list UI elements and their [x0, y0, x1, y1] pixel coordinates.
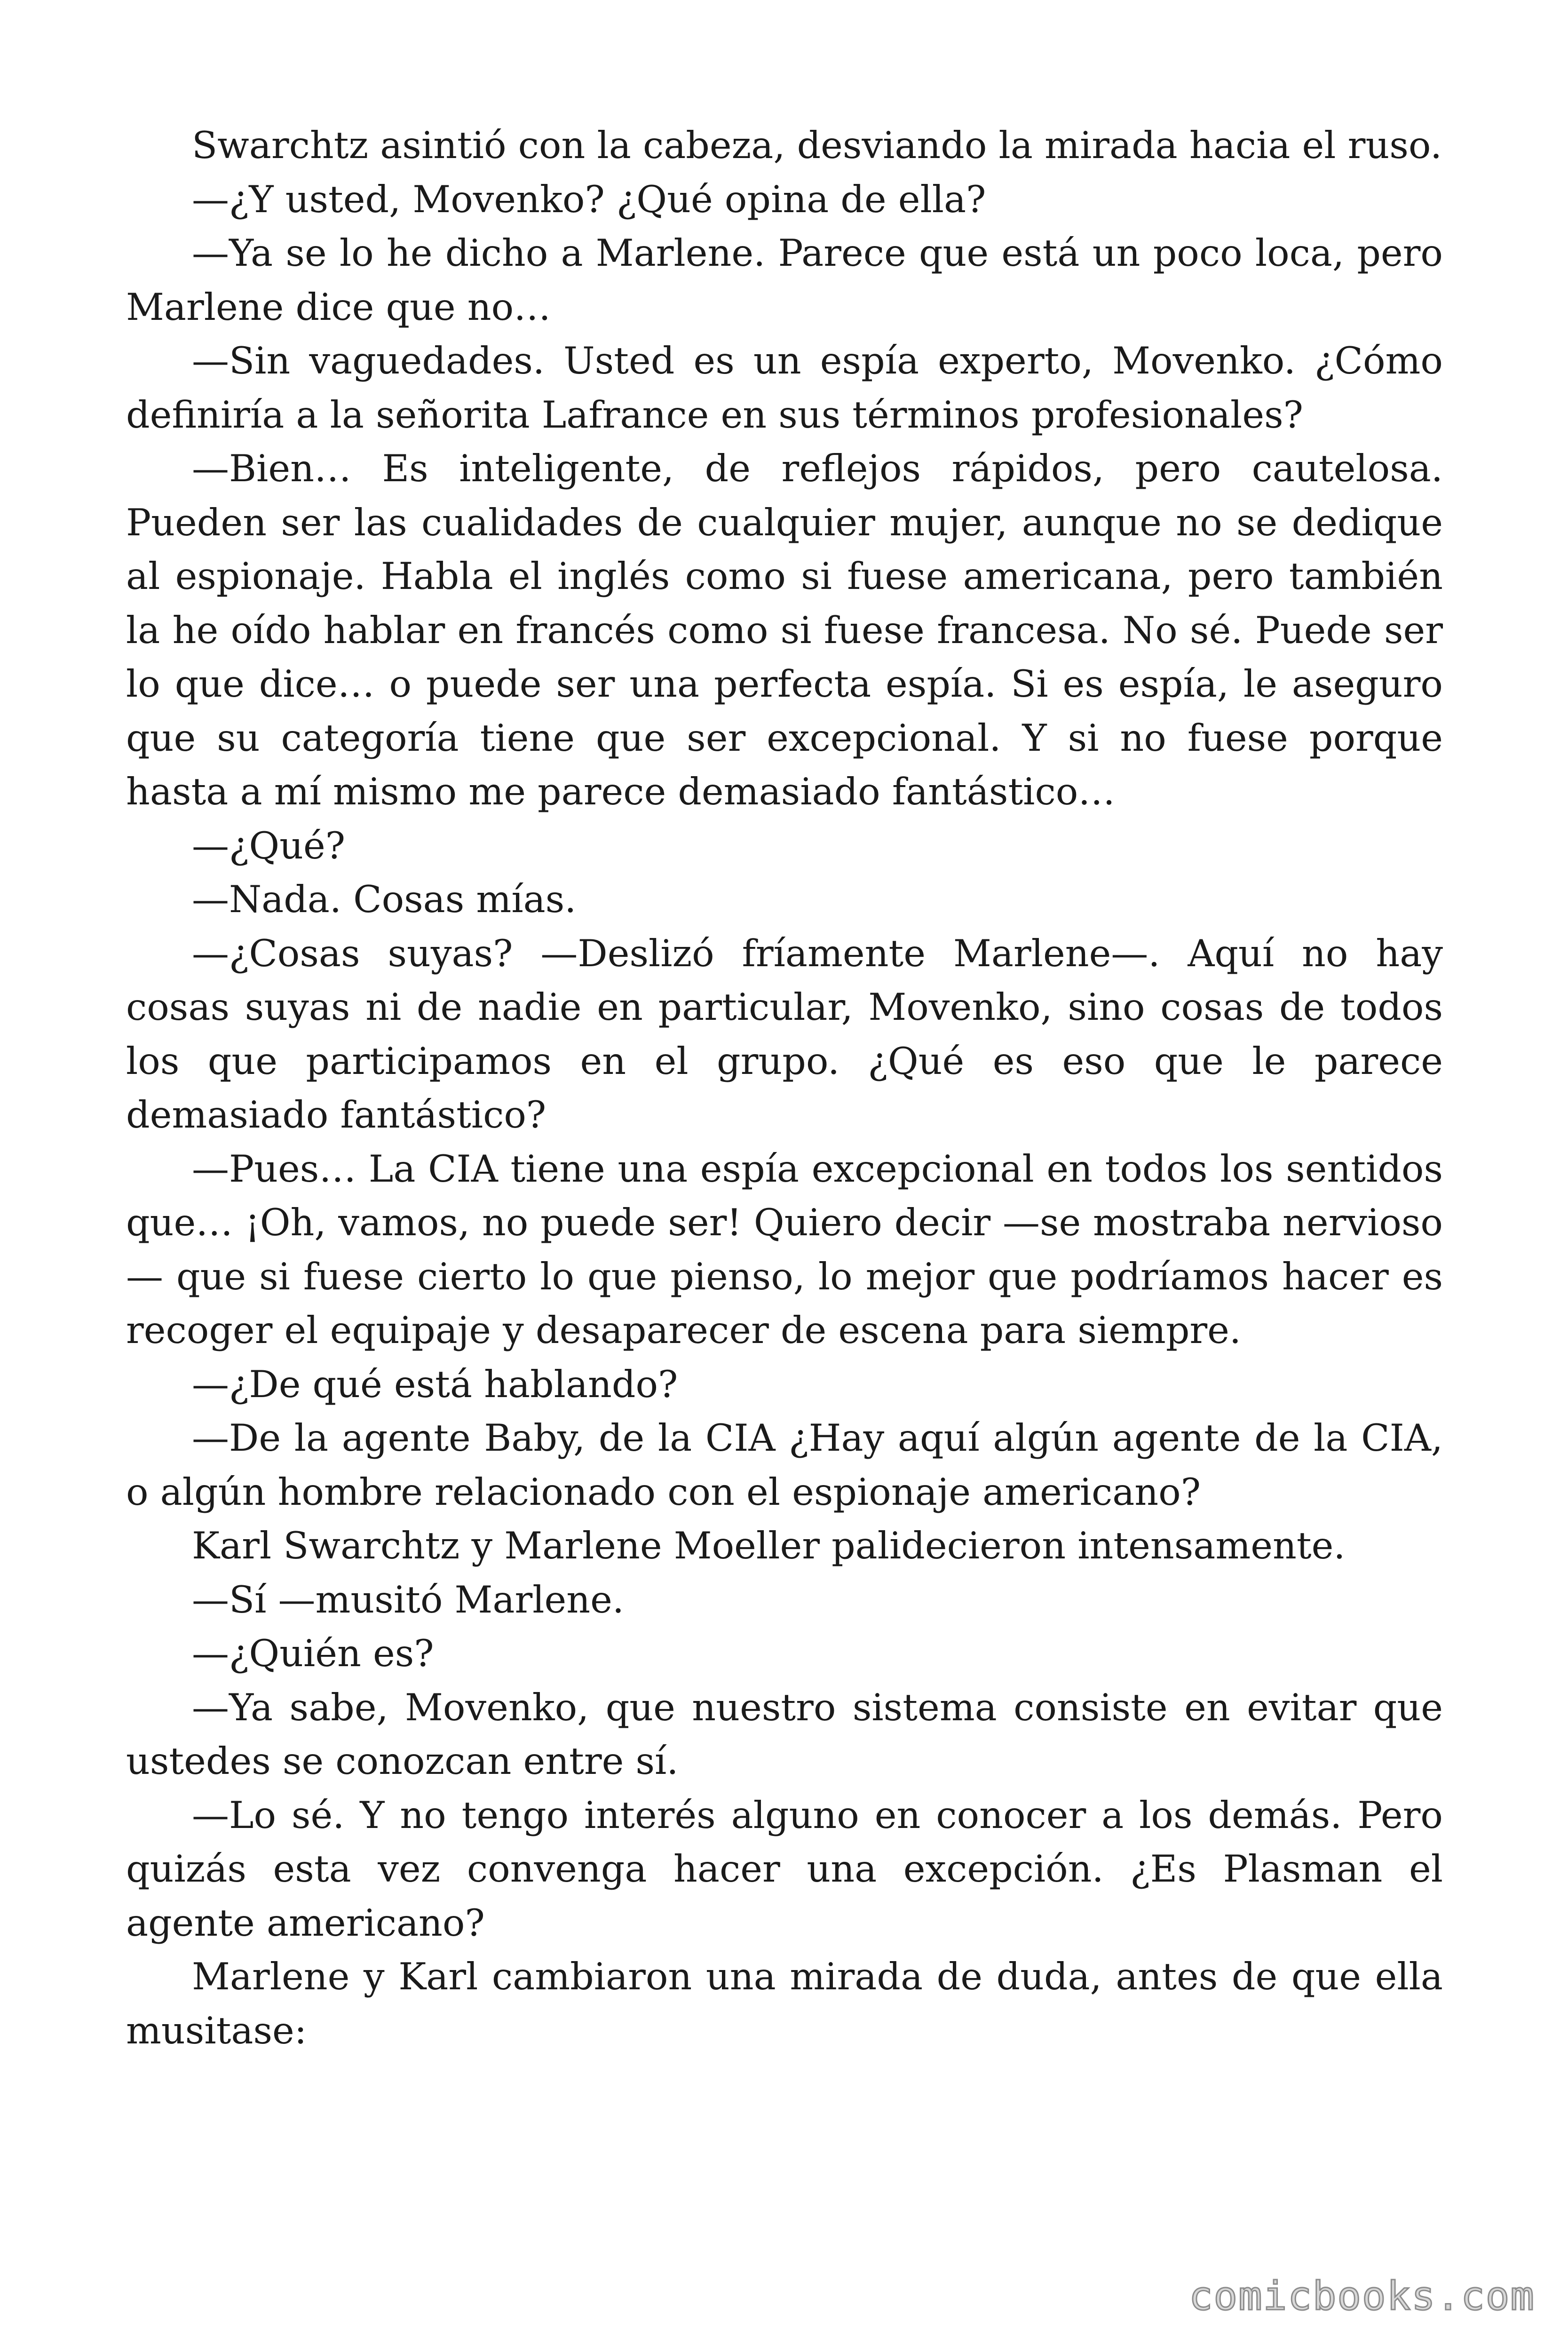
- paragraph: Karl Swarchtz y Marlene Moeller palidecieron intensamente.: [192, 1524, 1346, 1567]
- paragraph: —¿Y usted, Movenko? ¿Qué opina de ella?: [192, 177, 986, 221]
- paragraph: —Ya se lo he dicho a Marlene. Parece que está un poco loca, pero Marlene dice que no…: [126, 231, 1443, 329]
- paragraph: —Pues… La CIA tiene una espía excepcional en todos los sentidos que… ¡Oh, vamos, no puede ser! Quiero decir —se mostraba nervioso— que si fuese cierto lo que pienso, lo mejor que podríamos hacer es recoger el equipaje y desaparecer de escena para siempre.: [126, 1147, 1443, 1352]
- paragraph: —Sí —musitó Marlene.: [192, 1578, 625, 1621]
- paragraph: —De la agente Baby, de la CIA ¿Hay aquí algún agente de la CIA, o algún hombre relacionado con el espionaje americano?: [126, 1416, 1443, 1514]
- body-text: [126, 119, 1443, 2058]
- paragraph: —Ya sabe, Movenko, que nuestro sistema consiste en evitar que ustedes se conozcan entre sí.: [126, 1685, 1443, 1783]
- paragraph: —Nada. Cosas mías.: [192, 878, 577, 921]
- paragraph: —¿Quién es?: [192, 1632, 434, 1675]
- paragraph: Swarchtz asintió con la cabeza, desviando la mirada hacia el ruso.: [192, 124, 1442, 167]
- paragraph: —Bien… Es inteligente, de reflejos rápidos, pero cautelosa. Pueden ser las cualidades de cualquier mujer, aunque no se dedique al espionaje. Habla el inglés como si fuese americana, pero también la he oído hablar en francés como si fuese francesa. No sé. Puede ser lo que dice… o puede ser una perfecta espía. Si es espía, le aseguro que su categoría tiene que ser excepcional. Y si no fuese porque hasta a mí mismo me parece demasiado fantástico…: [126, 447, 1443, 813]
- paragraph: —¿Cosas suyas? —Deslizó fríamente Marlene—. Aquí no hay cosas suyas ni de nadie en particular, Movenko, sino cosas de todos los que participamos en el grupo. ¿Qué es eso que le parece demasiado fantástico?: [126, 931, 1443, 1136]
- paragraph: —Lo sé. Y no tengo interés alguno en conocer a los demás. Pero quizás esta vez convenga hacer una excepción. ¿Es Plasman el agente americano?: [126, 1793, 1443, 1945]
- watermark: comicbooks.com: [1188, 2273, 1535, 2319]
- paragraph: —¿Qué?: [192, 824, 346, 867]
- paragraph: —Sin vaguedades. Usted es un espía experto, Movenko. ¿Cómo definiría a la señorita Lafrance en sus términos profesionales?: [126, 339, 1443, 437]
- paragraph: —¿De qué está hablando?: [192, 1362, 678, 1406]
- paragraph: Marlene y Karl cambiaron una mirada de duda, antes de que ella musitase:: [126, 1955, 1443, 2052]
